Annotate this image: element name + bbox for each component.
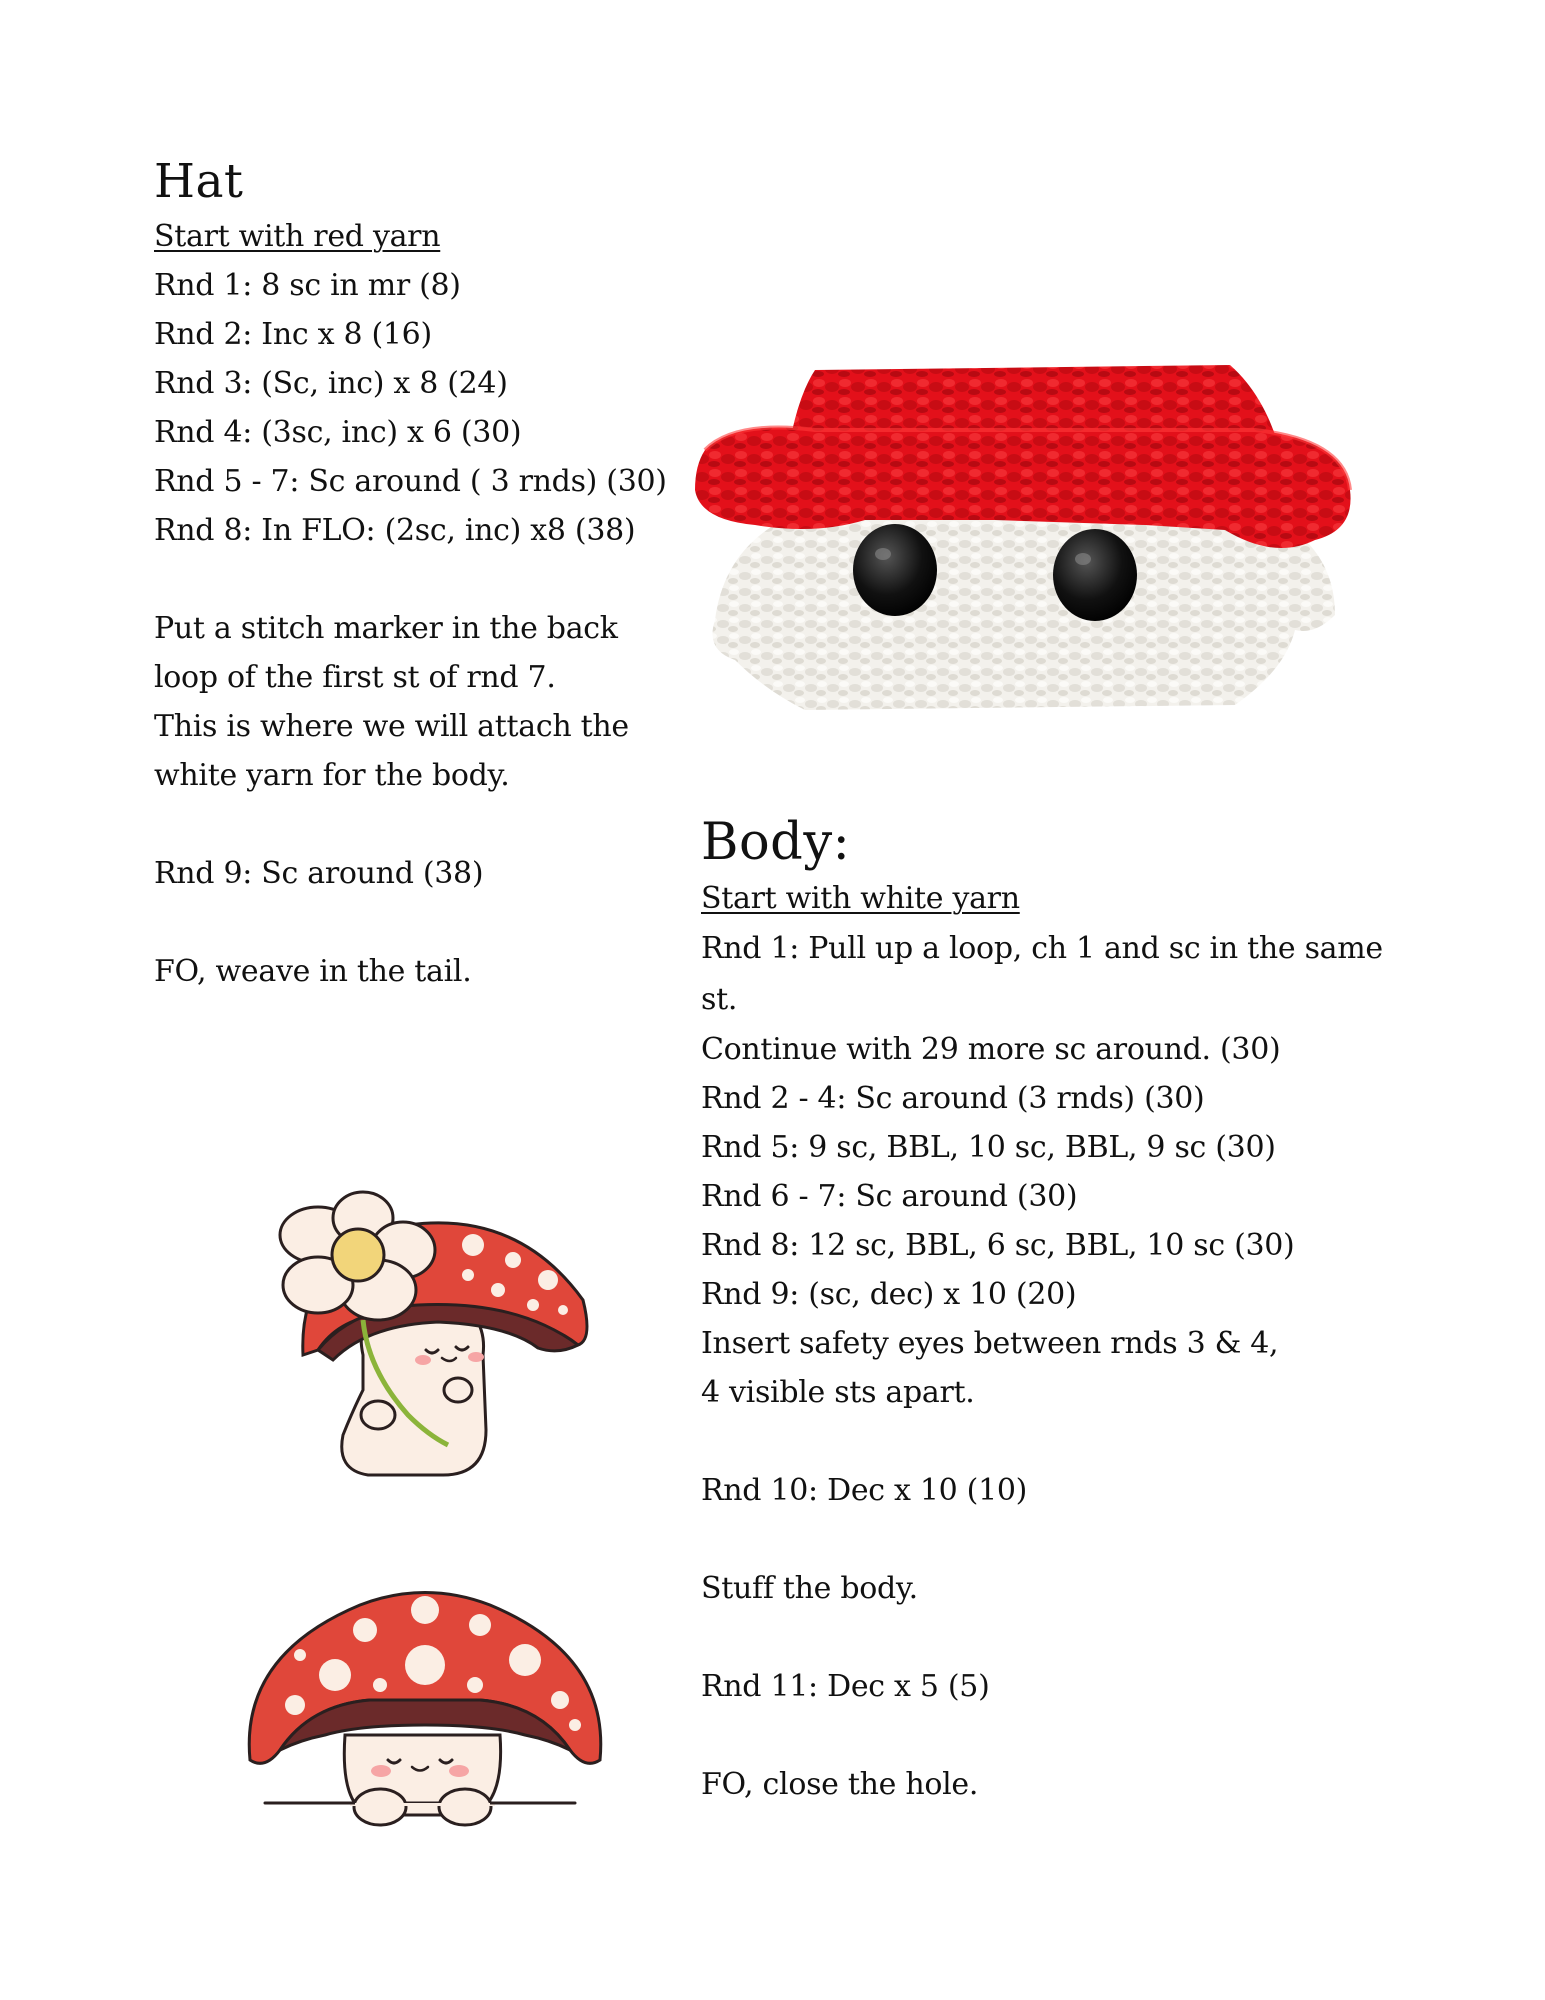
hat-note-line: Put a stitch marker in the back (154, 611, 618, 646)
hat-round-9: Rnd 9: Sc around (38) (154, 856, 484, 891)
hat-round-8: Rnd 8: In FLO: (2sc, inc) x8 (38) (154, 513, 636, 548)
hat-round-1: Rnd 1: 8 sc in mr (8) (154, 268, 461, 303)
hat-title: Hat (154, 154, 244, 209)
body-round-10: Rnd 10: Dec x 10 (10) (701, 1473, 1028, 1508)
body-line: Rnd 5: 9 sc, BBL, 10 sc, BBL, 9 sc (30) (701, 1130, 1276, 1165)
hat-round-2: Rnd 2: Inc x 8 (16) (154, 317, 432, 352)
body-finish: FO, close the hole. (701, 1767, 979, 1802)
body-round-1: Rnd 1: Pull up a loop, ch 1 and sc in the same st. (701, 931, 1383, 1017)
mushroom-flower-illustration (258, 1190, 598, 1480)
hat-subtitle: Start with red yarn (154, 219, 441, 254)
body-line: Rnd 9: (sc, dec) x 10 (20) (701, 1277, 1077, 1312)
body-line: Rnd 8: 12 sc, BBL, 6 sc, BBL, 10 sc (30) (701, 1228, 1295, 1263)
body-line: Continue with 29 more sc around. (30) (701, 1032, 1281, 1067)
body-stuff: Stuff the body. (701, 1571, 918, 1606)
body-title: Body: (701, 813, 851, 872)
hat-round-3: Rnd 3: (Sc, inc) x 8 (24) (154, 366, 508, 401)
body-round-11: Rnd 11: Dec x 5 (5) (701, 1669, 990, 1704)
hat-finish: FO, weave in the tail. (154, 954, 472, 989)
hat-note-line: white yarn for the body. (154, 758, 510, 793)
hat-round-4: Rnd 4: (3sc, inc) x 6 (30) (154, 415, 522, 450)
peeking-mushroom-illustration (240, 1575, 610, 1835)
hat-round-5-7: Rnd 5 - 7: Sc around ( 3 rnds) (30) (154, 464, 667, 499)
body-section (701, 812, 1421, 1809)
body-line: 4 visible sts apart. (701, 1375, 975, 1410)
body-subtitle: Start with white yarn (701, 881, 1020, 916)
hat-section (154, 152, 694, 996)
body-line: Insert safety eyes between rnds 3 & 4, (701, 1326, 1279, 1361)
hat-note-line: loop of the first st of rnd 7. (154, 660, 556, 695)
crochet-mushroom-photo (695, 360, 1360, 720)
hat-note-line: This is where we will attach the (154, 709, 629, 744)
body-line: Rnd 6 - 7: Sc around (30) (701, 1179, 1078, 1214)
body-line: Rnd 2 - 4: Sc around (3 rnds) (30) (701, 1081, 1205, 1116)
